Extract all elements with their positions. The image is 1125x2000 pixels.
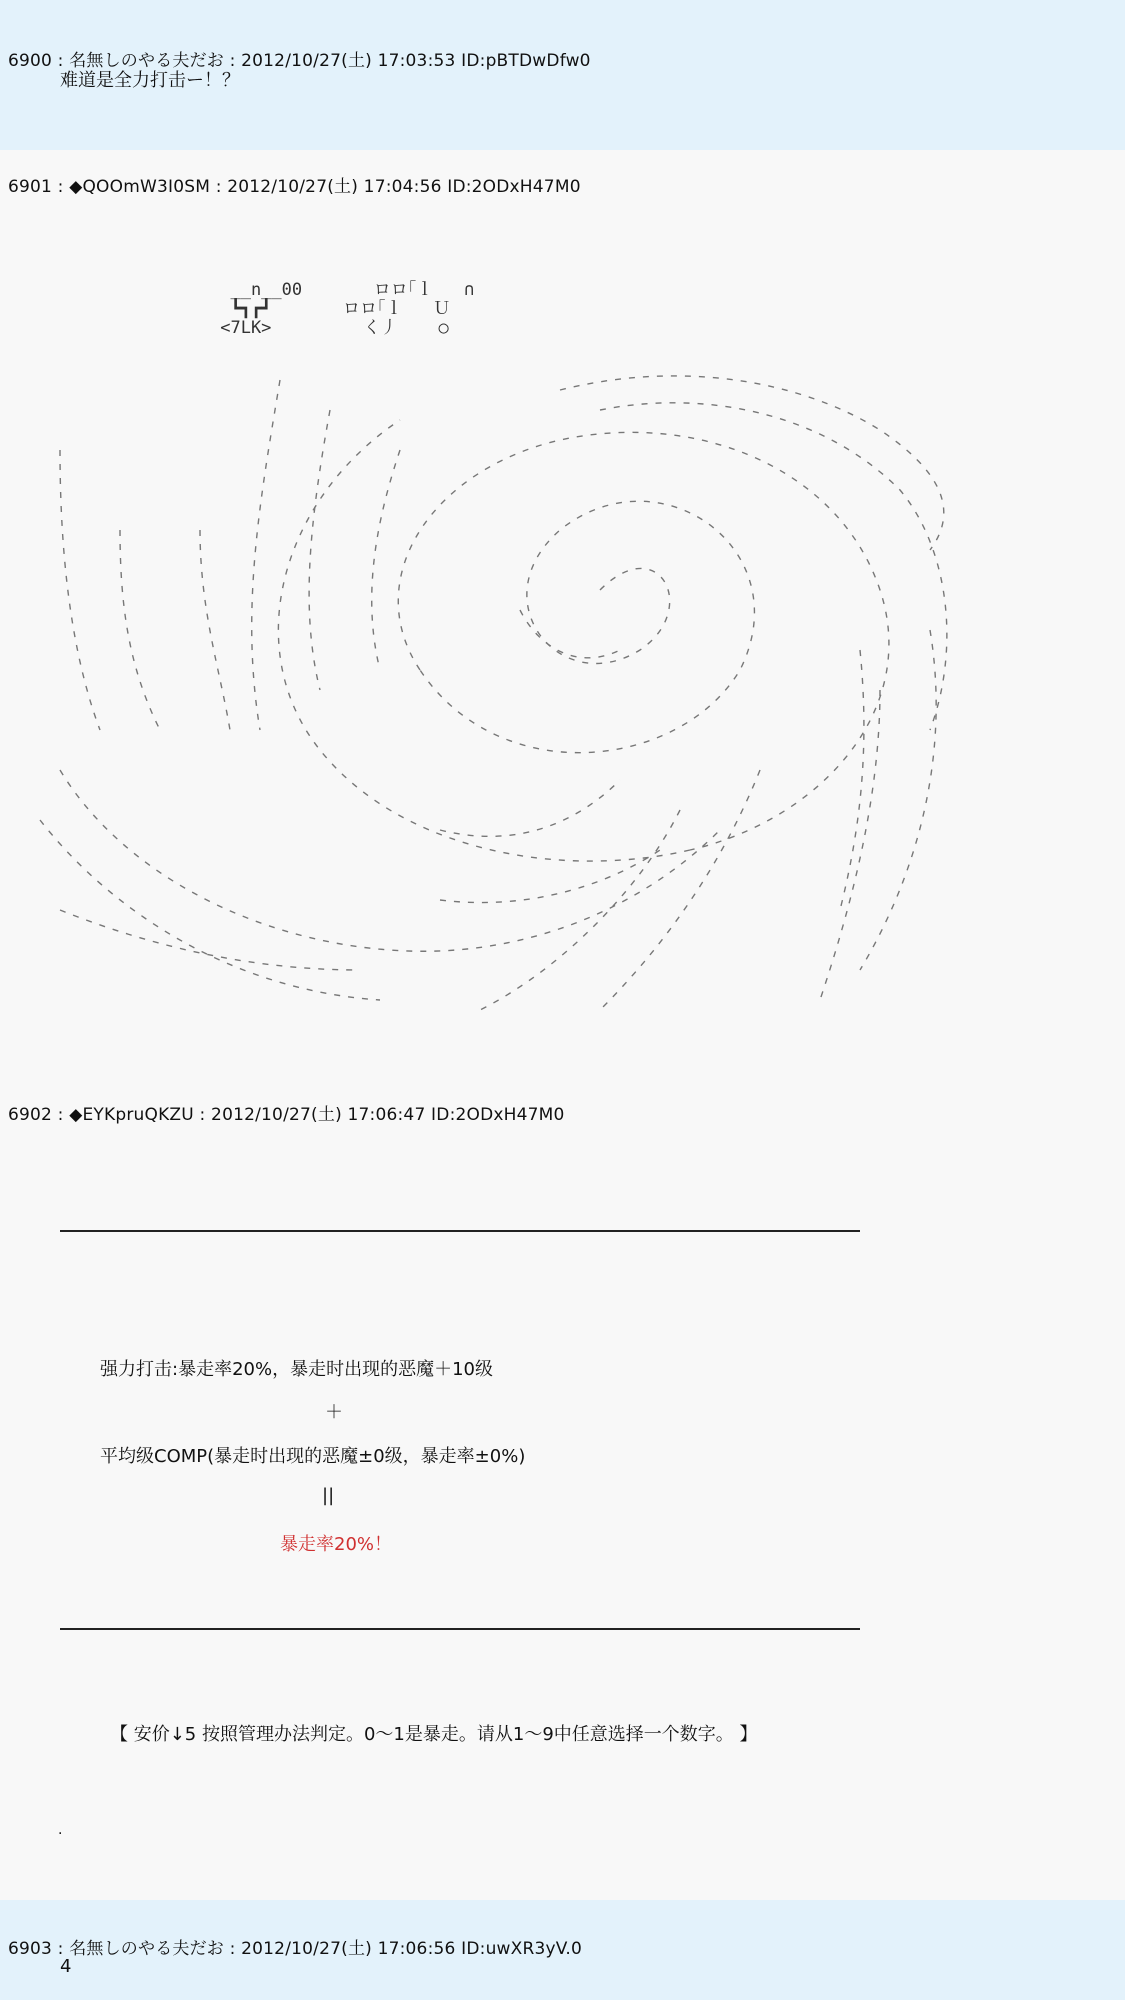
post-6900: [0, 0, 1125, 150]
plus-sign: ＋: [325, 1402, 343, 1423]
post-body: 4: [60, 1956, 72, 1977]
ascii-art-vortex: [0, 350, 1125, 1050]
post-body: 难道是全力打击ー！？: [60, 70, 240, 91]
post-6902: [0, 1060, 1125, 1900]
trailing-dot: .: [58, 1822, 63, 1838]
post-6901: [0, 150, 1125, 1060]
post-header: 6900 : 名無しのやる夫だお : 2012/10/27(土) 17:03:53 ID:pBTDwDfw0: [8, 51, 591, 71]
instruction-line: 【 安价↓5 按照管理办法判定。0～1是暴走。请从1～9中任意选择一个数字。 】: [110, 1724, 758, 1745]
divider-top: [60, 1230, 860, 1232]
post-header: 6903 : 名無しのやる夫だお : 2012/10/27(土) 17:06:56 ID:uwXR3yV.0: [8, 1939, 583, 1959]
result-line: 暴走率20%！: [280, 1534, 393, 1555]
rule-line-comp: 平均级COMP(暴走时出现的恶魔±0级，暴走率±0%): [100, 1446, 526, 1467]
post-6903: [0, 1900, 1125, 2000]
equals-sign: ||: [322, 1485, 335, 1506]
ascii-art-title: __n__00 ロロ｢ｌ ∩ ┗┓┏┛ ロロ｢ｌ Ｕ <7LK> く丿 ○: [210, 280, 475, 338]
post-header: 6901 : ◆QOOmW3I0SM : 2012/10/27(土) 17:04:56 ID:2ODxH47M0: [8, 177, 581, 197]
rule-line-strong-strike: 强力打击:暴走率20%，暴走时出现的恶魔＋10级: [100, 1359, 493, 1380]
post-header: 6902 : ◆EYKpruQKZU : 2012/10/27(土) 17:06:47 ID:2ODxH47M0: [8, 1105, 565, 1125]
divider-bottom: [60, 1628, 860, 1630]
